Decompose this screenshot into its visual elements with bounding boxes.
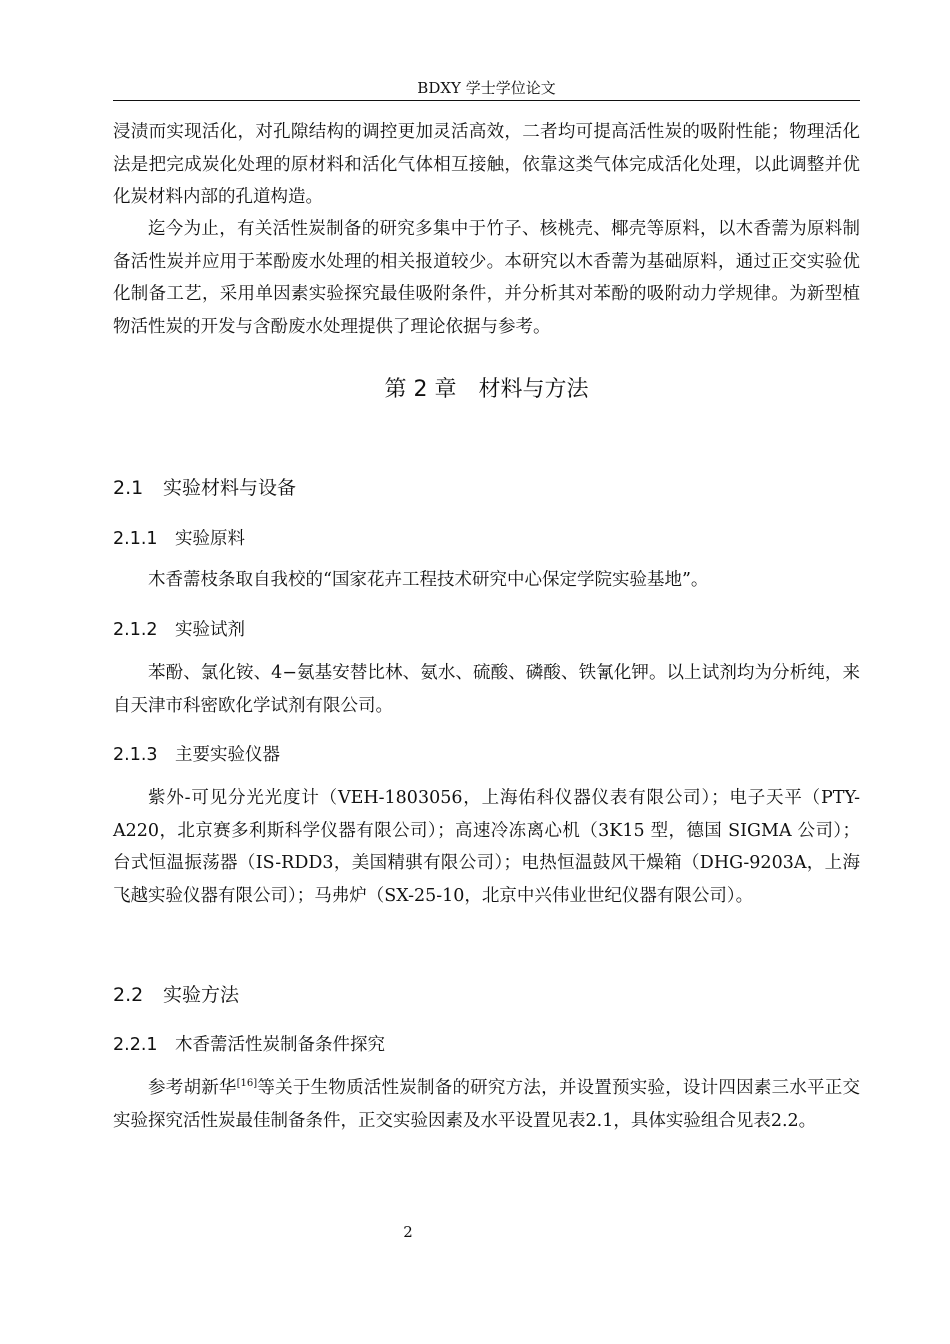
section-title: 实验试剂 — [175, 620, 245, 640]
section-title: 实验材料与设备 — [163, 477, 297, 499]
section-number: 2.2.1 — [113, 1035, 158, 1055]
section-2-2-heading — [113, 981, 239, 1009]
chapter-number: 第 2 章 — [384, 377, 457, 402]
citation-reference: [16] — [236, 1078, 258, 1089]
section-2-1-3-paragraph: 紫外-可见分光光度计（VEH-1803056，上海佑科仪器仪表有限公司）；电子天平（PTY-A220，北京赛多利斯科学仪器有限公司）；高速冷冻离心机（3K15 型，德国 SIGMA 公司）；台式恒温振荡器（IS-RDD3，美国精骐有限公司）；电热恒温鼓风干燥箱（DHG-9203A，上海飞越实验仪器有限公司）；马弗炉（SX-25-10，北京中兴伟业世纪仪器有限公司）。 — [113, 788, 860, 906]
section-title: 主要实验仪器 — [175, 745, 280, 765]
intro-paragraph-2: 迄今为止，有关活性炭制备的研究多集中于竹子、核桃壳、椰壳等原料，以木香薷为原料制备活性炭并应用于苯酚废水处理的相关报道较少。本研究以木香薷为基础原料，通过正交实验优化制备工艺，采用单因素实验探究最佳吸附条件，并分析其对苯酚的吸附动力学规律。为新型植物活性炭的开发与含酚废水处理提供了理论依据与参考。 — [113, 219, 860, 337]
section-2-1-1-heading — [113, 526, 245, 552]
section-title: 实验方法 — [163, 984, 240, 1006]
intro-paragraph-1: 浸渍而实现活化，对孔隙结构的调控更加灵活高效，二者均可提高活性炭的吸附性能；物理活化法是把完成炭化处理的原材料和活化气体相互接触，依靠这类气体完成活化处理，以此调整并优化炭材料内部的孔道构造。 — [113, 122, 860, 207]
section-number: 2.1.3 — [113, 745, 158, 765]
paragraph-text-start: 参考胡新华 — [148, 1078, 237, 1098]
section-2-1-1-paragraph: 木香薷枝条取自我校的“国家花卉工程技术研究中心保定学院实验基地”。 — [148, 570, 709, 590]
section-number: 2.2 — [113, 984, 144, 1006]
section-2-1-3-heading — [113, 742, 280, 768]
section-2-1-2-heading — [113, 617, 245, 643]
section-2-1-heading — [113, 474, 296, 502]
section-2-2-1-paragraph — [113, 1072, 860, 1137]
section-number: 2.1 — [113, 477, 144, 499]
section-2-1-2-paragraph: 苯酚、氯化铵、4−氨基安替比林、氨水、硫酸、磷酸、铁氰化钾。以上试剂均为分析纯，来自天津市科密欧化学试剂有限公司。 — [113, 663, 860, 716]
chapter-title — [113, 372, 860, 408]
chapter-title-text: 材料与方法 — [478, 377, 589, 402]
paragraph-text-rest: 等关于生物质活性炭制备的研究方法，并设置预实验，设计四因素三水平正交实验探究活性炭最佳制备条件，正交实验因素及水平设置见表2.1，具体实验组合见表2.2。 — [113, 1078, 861, 1131]
section-number: 2.1.2 — [113, 620, 158, 640]
running-header: BDXY 学士学位论文 — [417, 79, 556, 97]
section-number: 2.1.1 — [113, 529, 158, 549]
page-number: 2 — [403, 1223, 413, 1241]
section-2-2-1-heading — [113, 1032, 385, 1058]
header-rule — [113, 100, 860, 101]
section-title: 实验原料 — [175, 529, 245, 549]
section-title: 木香薷活性炭制备条件探究 — [175, 1035, 385, 1055]
